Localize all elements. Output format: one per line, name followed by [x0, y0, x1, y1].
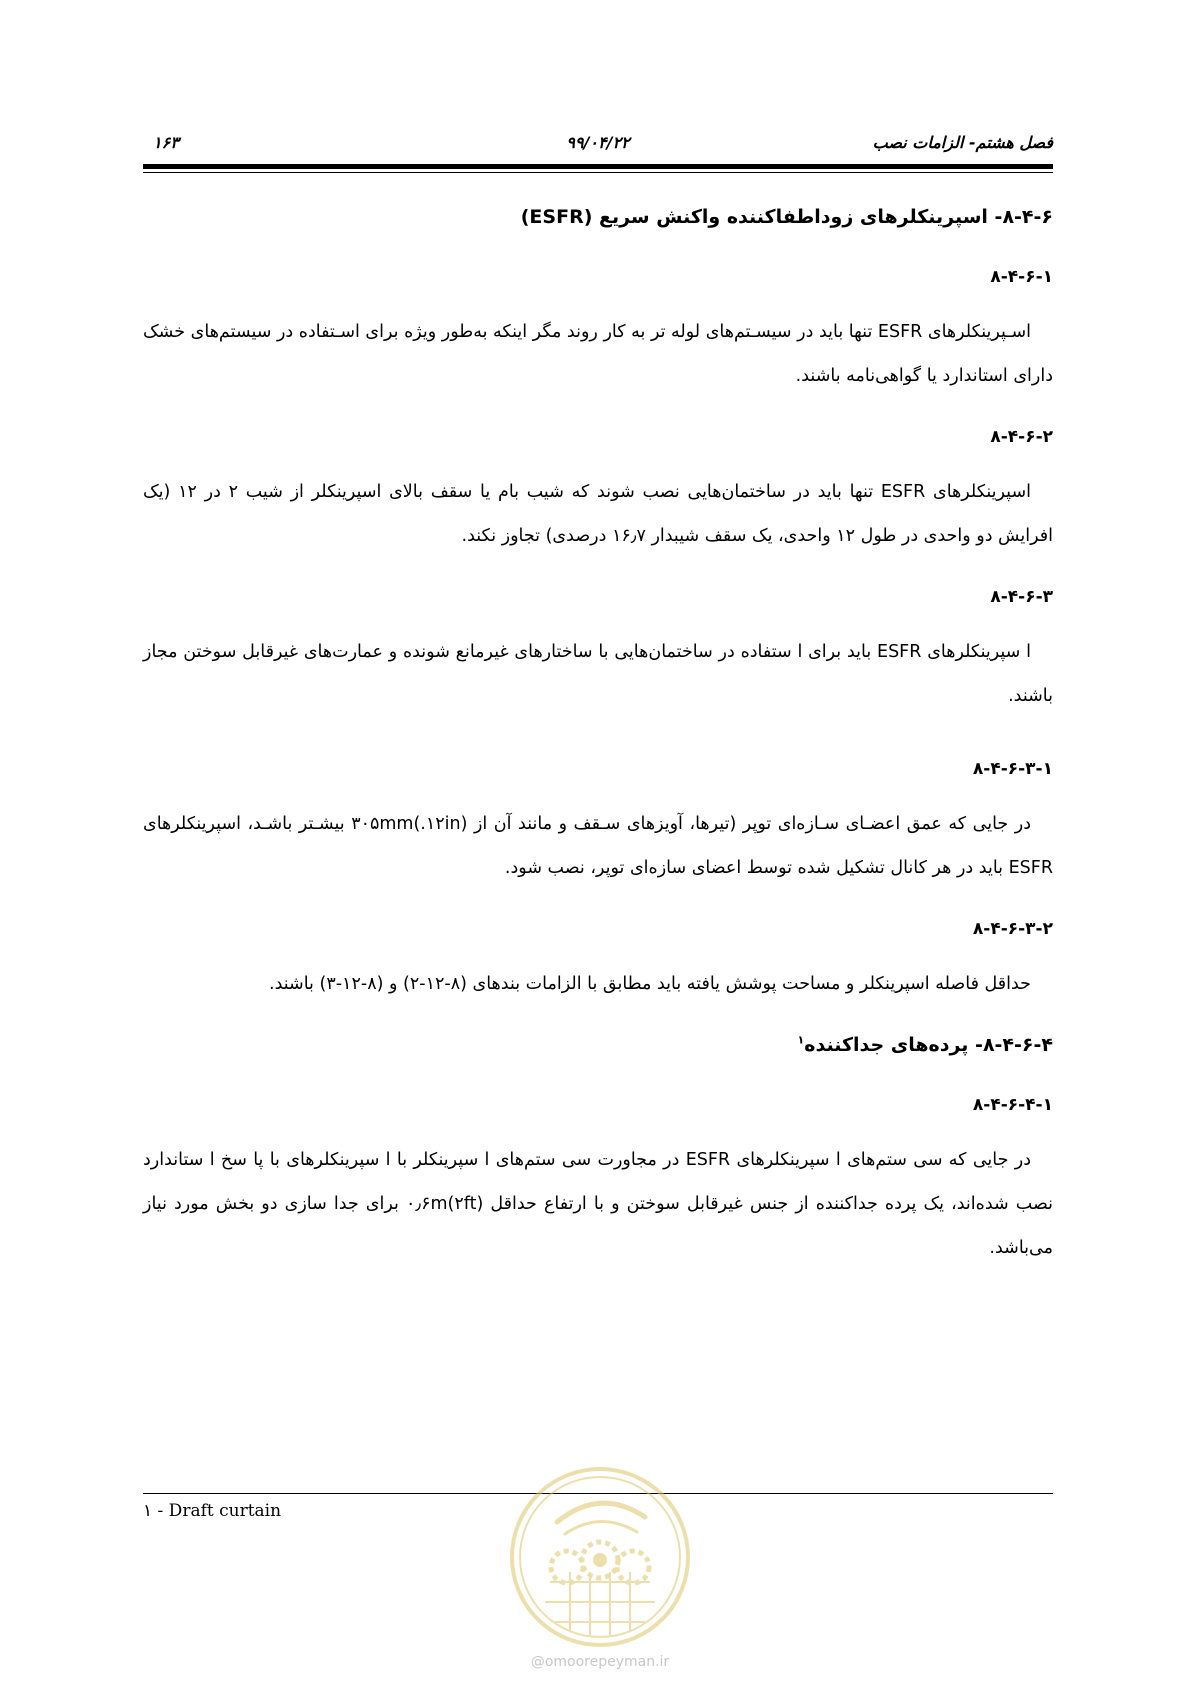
watermark-site: @omoorepeyman.ir	[530, 1654, 670, 1670]
header-date: ۹۹/۰۴/۲۲	[566, 133, 630, 152]
clause-text: در جایی که سی ستم‌های ا سپرینکلرهای ESFR در مجاورت سی ستم‌های ا سپرینکلر با ا سپرینکلرهای با پا سخ ا ستاندارد نصب شده‌اند، یک پرده جداکننده از جنس غیرقابل سوختن و با ارتفاع حداقل ۰٫۶m(۲ft) برای جدا سازی دو بخش مورد نیاز می‌باشد.	[143, 1150, 1053, 1258]
clause-number: ۸-۴-۶-۲	[990, 427, 1053, 447]
clause-number: ۸-۴-۶-۳-۱	[972, 759, 1053, 779]
clause-number: ۸-۴-۶-۳	[990, 587, 1053, 607]
clause-text: حداقل فاصله اسپرینکلر و مساحت پوشش یافته باید مطابق با الزامات بندهای (۸-۱۲-۲) و (۸-۱۲-۳) باشند.	[269, 974, 1031, 994]
clause-text: اسـپرینکلرهای ESFR تنها باید در سیسـتم‌های لوله تر به کار روند مگر اینکه به‌طور ویژه برای اسـتفاده در سیستم‌های خشک دارای استاندارد یا گواهی‌نامه باشند.	[143, 322, 1053, 386]
main-content	[143, 200, 1053, 1292]
footnote-marker: ۱	[797, 1033, 805, 1047]
clause-text: ا سپرینکلرهای ESFR باید برای ا ستفاده در ساختمان‌هایی با ساختارهای غیرمانع شونده و عمارت‌های غیرقابل سوختن مجاز باشند.	[143, 642, 1053, 706]
clause-number: ۸-۴-۶-۳-۲	[972, 919, 1053, 939]
subsection-title-text: ۸-۴-۶-۴- پرده‌های جداکننده	[804, 1034, 1053, 1056]
clause-text: اسپرینکلرهای ESFR تنها باید در ساختمان‌هایی نصب شوند که شیب بام یا سقف بالای اسپرینکلر از شیب ۲ در ۱۲ (یک افرایش دو واحدی در طول ۱۲ واحدی، یک سقف شیبدار ۱۶٫۷ درصدی) تجاوز نکند.	[143, 482, 1053, 546]
clause-text: در جایی که عمق اعضـای سـازه‌ای توپر (تیرها، آویزهای سـقف و مانند آن از ۳۰۵mm(.۱۲in) بیشـتر باشـد، اسپرینکلرهای ESFR باید در هر کانال تشکیل شده توسط اعضای سازه‌ای توپر، نصب شود.	[143, 814, 1053, 878]
clause-number: ۸-۴-۶-۱	[990, 267, 1053, 287]
chapter-title: فصل هشتم- الزامات نصب	[872, 133, 1053, 152]
subsection-title	[143, 1028, 1053, 1062]
footnote: ۱ - Draft curtain	[143, 1501, 282, 1521]
page-number: ۱۶۳	[153, 133, 179, 152]
section-title: ۸-۴-۶- اسپرینکلرهای زوداطفاکننده واکنش سریع (ESFR)	[520, 206, 1053, 228]
header-rule-thin	[143, 172, 1053, 173]
clause-number: ۸-۴-۶-۴-۱	[972, 1095, 1053, 1115]
page-header	[143, 133, 1053, 155]
watermark-logo-icon	[505, 1462, 695, 1652]
header-rule	[143, 164, 1053, 169]
